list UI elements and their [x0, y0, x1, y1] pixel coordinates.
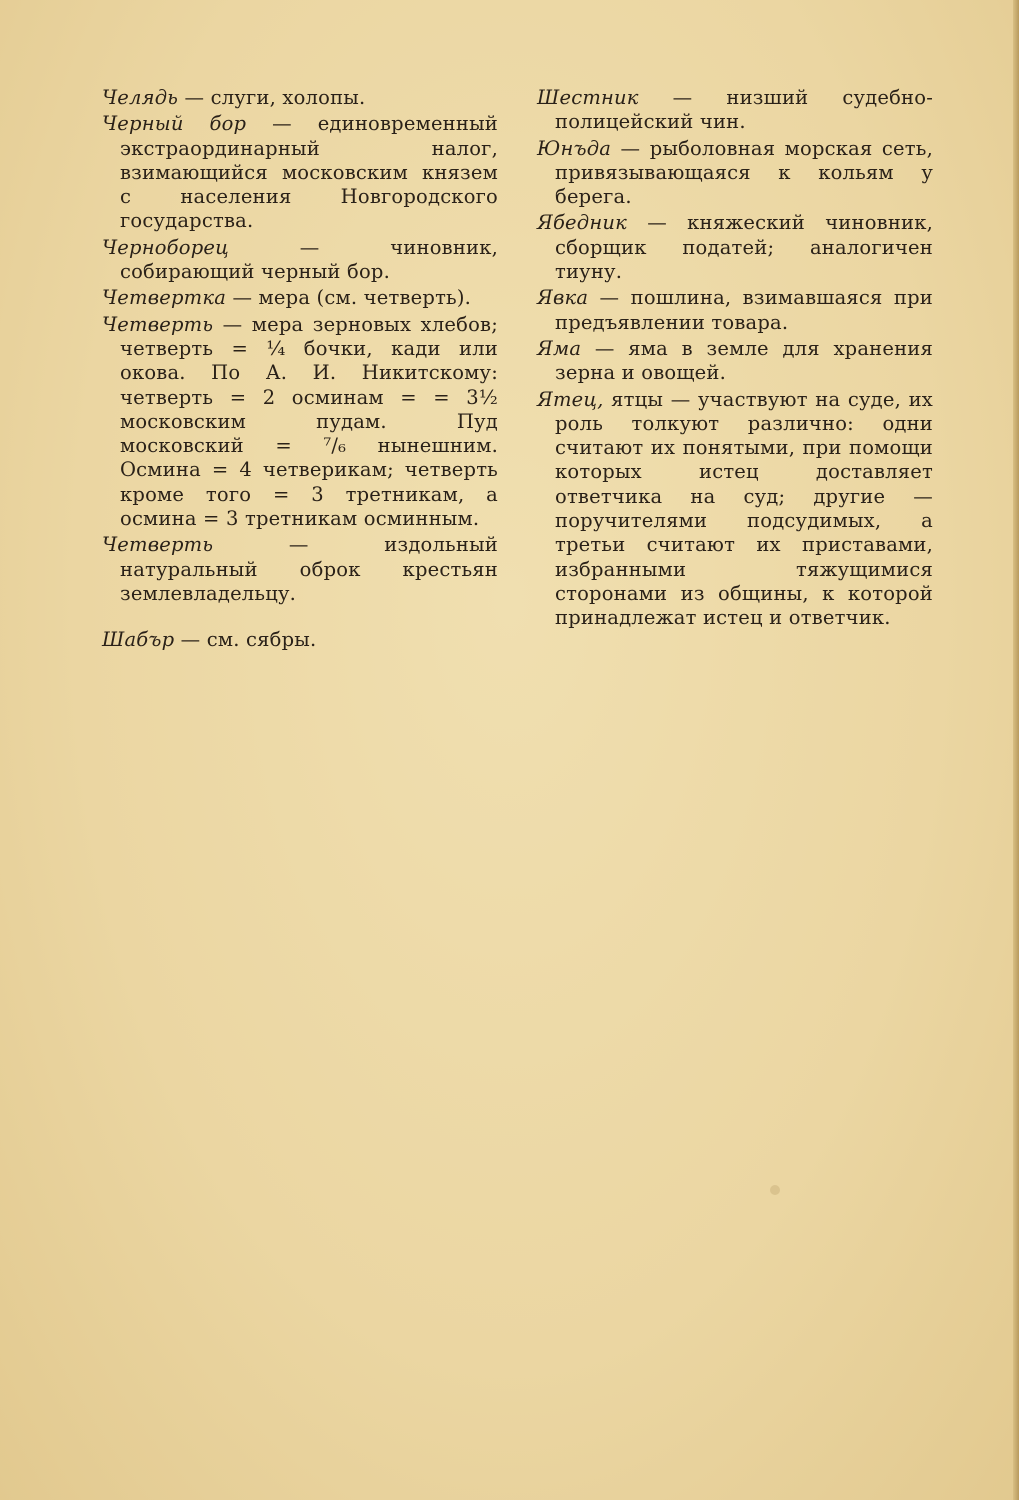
entry-term: Яма	[537, 336, 582, 360]
entry-definition: — низший судебно-полицейский чин.	[555, 86, 933, 134]
entry-definition: — см. сябры.	[174, 628, 317, 652]
glossary-entry	[102, 286, 498, 310]
glossary-column-right	[537, 86, 933, 633]
entry-definition: — слуги, холопы.	[178, 86, 366, 109]
entry-definition: — княжеский чиновник, сборщик податей; аналогичен тиуну.	[555, 211, 933, 284]
paper-stain	[770, 1185, 780, 1195]
glossary-entry	[102, 628, 498, 652]
glossary-entry	[537, 337, 933, 386]
entry-term: Ябедник	[537, 211, 627, 235]
entry-term: Четверть	[102, 312, 214, 336]
entry-definition: — чиновник, собирающий черный бор.	[120, 235, 498, 284]
entry-definition: — пошлина, взимавшаяся при предъявлении товара.	[555, 286, 933, 334]
entry-term: Челядь	[102, 86, 179, 109]
entry-term: Четверть	[102, 533, 214, 557]
entry-definition: — рыболовная морская сеть, привязывающаяся к кольям у берега.	[555, 136, 933, 209]
entry-term: Шабър	[102, 628, 175, 652]
entry-term: Ятец,	[537, 387, 604, 411]
entry-term: Черноборец	[102, 235, 229, 259]
entry-definition: — издольный натуральный оброк крестьян землевладельцу.	[120, 533, 498, 605]
glossary-entry	[537, 211, 933, 284]
entry-term: Черный бор	[102, 112, 247, 136]
glossary-entry	[102, 112, 498, 233]
glossary-entry	[102, 236, 498, 285]
entry-term: Шестник	[537, 86, 639, 109]
entry-definition: ятцы — участвуют на суде, их роль толкуют различно: одни считают их понятыми, при помощи которых истец доставляет ответчика на суд; другие — поручителями подсудимых, а третьи считают их приставами, избранными тяжущимися сторонами из общины, к которой принадлежат истец и ответчик.	[555, 387, 933, 630]
glossary-entry	[537, 388, 933, 631]
glossary-entry	[102, 533, 498, 606]
entry-term: Четвертка	[102, 286, 227, 310]
glossary-entry	[537, 286, 933, 335]
entry-definition: — единовременный экстраординарный налог, взимающийся московским князем с населения Новгородского государства.	[120, 112, 498, 233]
glossary-entry	[537, 86, 933, 135]
entry-definition: — яма в земле для хранения зерна и овощей.	[555, 336, 933, 385]
entry-term: Юнъда	[537, 136, 612, 160]
page-edge	[1013, 0, 1019, 1500]
entry-definition: — мера зерновых хлебов; четверть = ¼ бочки, кади или окова. По А. И. Никитскому: четверть = 2 осминам = = 3½ московским пудам. Пуд московский = ⁷/₆ нынешним. Осмина = 4 четверикам; четверть кроме того = 3 третникам, а осмина = 3 третникам осминным.	[120, 312, 498, 531]
glossary-column-left	[102, 86, 498, 655]
glossary-entry	[102, 313, 498, 532]
entry-term: Явка	[537, 286, 589, 310]
entry-definition: — мера (см. четверть).	[226, 286, 472, 310]
glossary-entry	[537, 137, 933, 210]
glossary-entry	[102, 86, 498, 110]
